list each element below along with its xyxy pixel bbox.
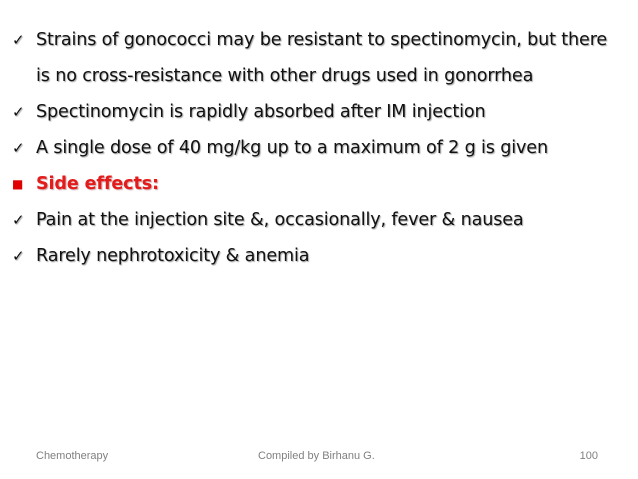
page-number: 100 — [579, 450, 598, 462]
checkmark-icon: ✓ — [12, 103, 25, 121]
footer-author: Compiled by Birhanu G. — [258, 450, 375, 462]
bullet-item — [12, 238, 622, 274]
bullet-item — [12, 130, 622, 166]
footer-course-title: Chemotherapy — [36, 450, 109, 462]
checkmark-icon: ✓ — [12, 31, 25, 49]
bullet-text: Strains of gonococci may be resistant to spectinomycin, but there is no cross-resistance with other drugs used in gonorrhea — [36, 30, 608, 86]
checkmark-icon: ✓ — [12, 247, 25, 265]
checkmark-icon: ✓ — [12, 211, 25, 229]
checkmark-icon: ✓ — [12, 139, 25, 157]
bullet-text: Spectinomycin is rapidly absorbed after IM injection — [36, 102, 486, 122]
bullet-item — [12, 202, 622, 238]
bullet-item — [12, 94, 622, 130]
bullet-list — [12, 22, 622, 274]
bullet-text: Pain at the injection site &, occasionally, fever & nausea — [36, 210, 524, 230]
bullet-item — [12, 22, 622, 94]
side-effects-heading — [12, 166, 622, 202]
bullet-text: Side effects: — [36, 174, 159, 194]
bullet-text: A single dose of 40 mg/kg up to a maximum of 2 g is given — [36, 138, 548, 158]
square-bullet-icon: ■ — [12, 177, 24, 191]
bullet-text: Rarely nephrotoxicity & anemia — [36, 246, 310, 266]
slide-footer — [0, 448, 638, 468]
